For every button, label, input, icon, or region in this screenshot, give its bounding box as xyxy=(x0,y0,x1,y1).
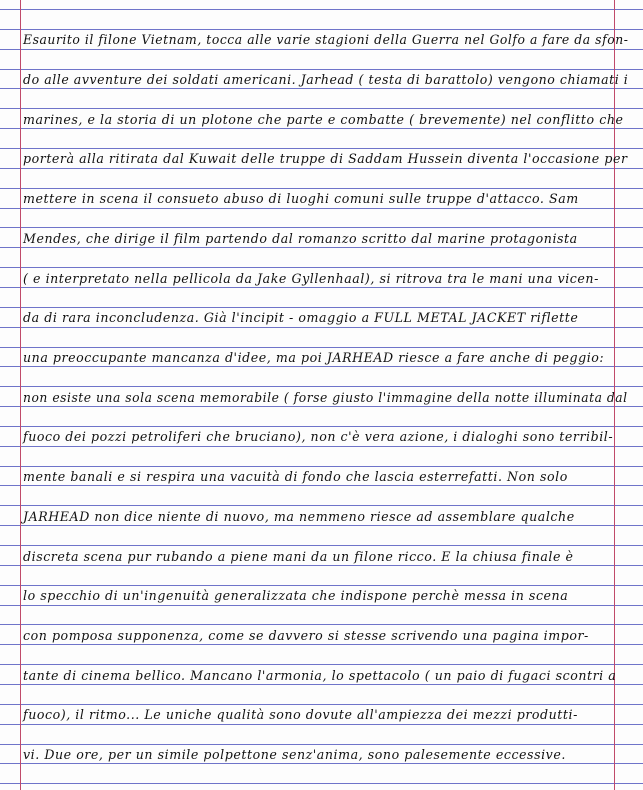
ruled-line xyxy=(0,406,643,407)
text-line: JARHEAD non dice niente di nuovo, ma nemmeno riesce ad assemblare qualche xyxy=(23,509,575,524)
text-line: discreta scena pur rubando a piene mani da un filone ricco. E la chiusa finale è xyxy=(23,549,574,564)
text-line: lo specchio di un'ingenuità generalizzata che indispone perchè messa in scena xyxy=(23,588,569,603)
ruled-line xyxy=(0,287,643,288)
ruled-line xyxy=(0,347,643,348)
ruled-line xyxy=(0,69,643,70)
ruled-line xyxy=(0,386,643,387)
ruled-line xyxy=(0,426,643,427)
ruled-line xyxy=(0,585,643,586)
text-line: fuoco), il ritmo... Le uniche qualità sono dovute all'ampiezza dei mezzi produtti- xyxy=(23,707,578,722)
ruled-line xyxy=(0,148,643,149)
text-line: non esiste una sola scena memorabile ( forse giusto l'immagine della notte illuminata dal xyxy=(23,390,628,405)
text-line: mente banali e si respira una vacuità di fondo che lascia esterrefatti. Non solo xyxy=(23,469,568,484)
ruled-line xyxy=(0,227,643,228)
ruled-line xyxy=(0,446,643,447)
text-line: una preoccupante mancanza d'idee, ma poi JARHEAD riesce a fare anche di peggio: xyxy=(23,350,605,365)
ruled-line xyxy=(0,704,643,705)
text-line: Esaurito il filone Vietnam, tocca alle varie stagioni della Guerra nel Golfo a fare da sfon- xyxy=(23,32,629,47)
text-line: fuoco dei pozzi petroliferi che bruciano), non c'è vera azione, i dialoghi sono terribil- xyxy=(23,429,614,444)
ruled-line xyxy=(0,505,643,506)
text-line: do alle avventure dei soldati americani. Jarhead ( testa di barattolo) vengono chiamati i xyxy=(23,72,629,87)
ruled-line xyxy=(0,664,643,665)
ruled-line xyxy=(0,684,643,685)
left-margin-line xyxy=(20,0,21,790)
text-line: da di rara inconcludenza. Già l'incipit - omaggio a FULL METAL JACKET riflette xyxy=(23,310,579,325)
ruled-line xyxy=(0,108,643,109)
text-line: vi. Due ore, per un simile polpettone senz'anima, sono palesemente eccessive. xyxy=(23,747,566,762)
ruled-line xyxy=(0,29,643,30)
ruled-line xyxy=(0,366,643,367)
ruled-line xyxy=(0,624,643,625)
ruled-line xyxy=(0,783,643,784)
ruled-line xyxy=(0,208,643,209)
ruled-line xyxy=(0,49,643,50)
ruled-line xyxy=(0,644,643,645)
ruled-line xyxy=(0,307,643,308)
ruled-line xyxy=(0,525,643,526)
ruled-line xyxy=(0,88,643,89)
ruled-line xyxy=(0,247,643,248)
ruled-line xyxy=(0,605,643,606)
text-line: mettere in scena il consueto abuso di luoghi comuni sulle truppe d'attacco. Sam xyxy=(23,191,579,206)
ruled-line xyxy=(0,545,643,546)
ruled-line xyxy=(0,724,643,725)
ruled-line xyxy=(0,763,643,764)
text-line: porterà alla ritirata dal Kuwait delle truppe di Saddam Hussein diventa l'occasione per xyxy=(23,151,628,166)
text-line: con pomposa supponenza, come se davvero si stesse scrivendo una pagina impor- xyxy=(23,628,589,643)
ruled-line xyxy=(0,327,643,328)
ruled-line xyxy=(0,267,643,268)
ruled-line xyxy=(0,466,643,467)
ruled-line xyxy=(0,9,643,10)
ruled-line xyxy=(0,565,643,566)
text-line: marines, e la storia di un plotone che parte e combatte ( brevemente) nel conflitto che xyxy=(23,112,624,127)
ruled-line xyxy=(0,128,643,129)
ruled-line xyxy=(0,485,643,486)
ruled-line xyxy=(0,188,643,189)
text-line: ( e interpretato nella pellicola da Jake Gyllenhaal), si ritrova tra le mani una vicen- xyxy=(23,271,599,286)
ruled-line xyxy=(0,744,643,745)
text-line: Mendes, che dirige il film partendo dal romanzo scritto dal marine protagonista xyxy=(23,231,578,246)
ruled-line xyxy=(0,168,643,169)
text-line: tante di cinema bellico. Mancano l'armonia, lo spettacolo ( un paio di fugaci scontri a xyxy=(23,668,617,683)
